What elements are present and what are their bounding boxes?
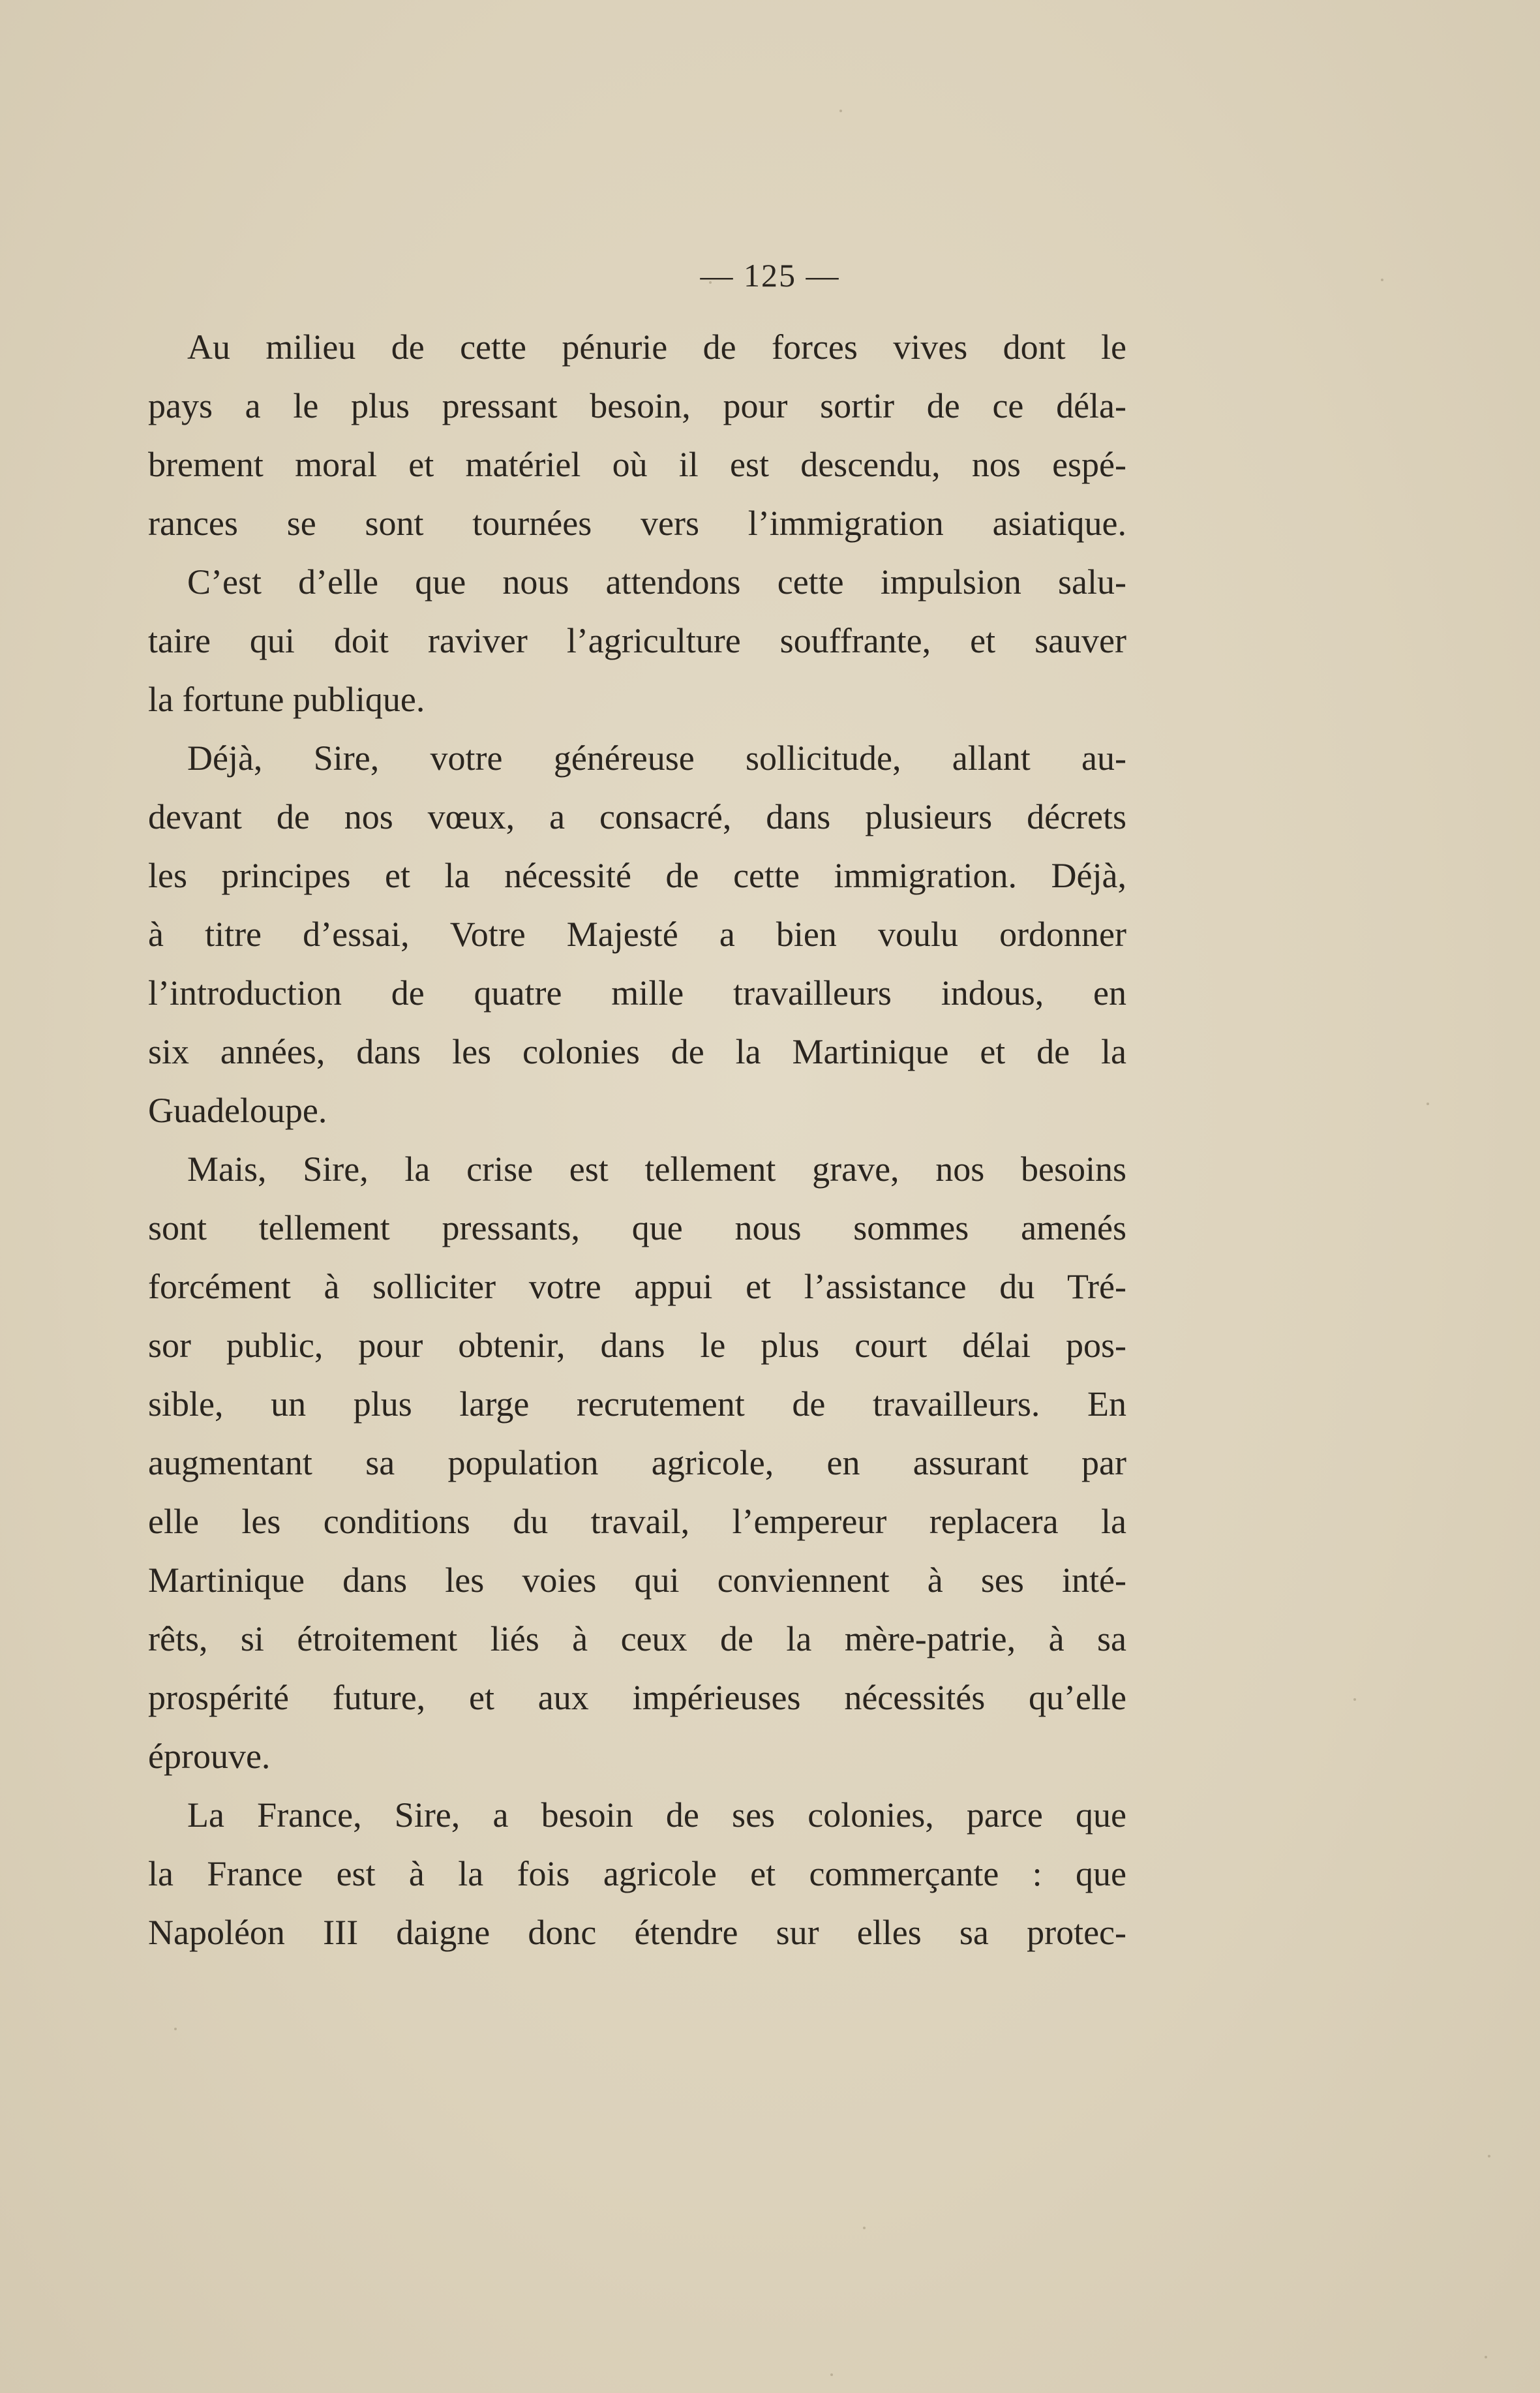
text-line: la fortune publique. [148,680,425,719]
text-line: à titre d’essai, Votre Majesté a bien voulu ordonner [148,915,1126,954]
paper-speck [174,2028,177,2030]
text-line: taire qui doit raviver l’agriculture souffrante, et sauver [148,621,1126,660]
body-text [148,318,1126,1962]
page-number: — 125 — [700,257,840,294]
text-line: rêts, si étroitement liés à ceux de la mère-patrie, à sa [148,1619,1126,1658]
text-line: C’est d’elle que nous attendons cette impulsion salu- [187,562,1126,602]
text-line: Déjà, Sire, votre généreuse sollicitude, allant au- [187,739,1126,778]
text-line: devant de nos vœux, a consacré, dans plusieurs décrets [148,797,1126,836]
text-line: Au milieu de cette pénurie de forces vives dont le [187,328,1126,367]
text-line: la France est à la fois agricole et commerçante : que [148,1854,1126,1893]
text-line: augmentant sa population agricole, en assurant par [148,1443,1126,1482]
text-line: La France, Sire, a besoin de ses colonies, parce que [187,1795,1126,1835]
text-line: sont tellement pressants, que nous sommes amenés [148,1208,1126,1247]
paper-speck [1485,2356,1487,2358]
text-line: elle les conditions du travail, l’empereur replacera la [148,1502,1126,1541]
text-line: sor public, pour obtenir, dans le plus court délai pos- [148,1326,1126,1365]
text-line: prospérité future, et aux impérieuses nécessités qu’elle [148,1678,1126,1717]
text-line: forcément à solliciter votre appui et l’assistance du Tré- [148,1267,1126,1306]
paper-speck [839,110,842,112]
text-line: l’introduction de quatre mille travailleurs indous, en [148,973,1126,1013]
paper-speck [863,2227,866,2229]
text-line: Guadeloupe. [148,1091,327,1130]
paper-speck [1488,2155,1490,2157]
text-line: pays a le plus pressant besoin, pour sortir de ce déla- [148,386,1126,425]
text-line: rances se sont tournées vers l’immigration asiatique. [148,504,1126,543]
paper-speck [1353,1698,1356,1701]
text-line: Mais, Sire, la crise est tellement grave, nos besoins [187,1150,1126,1189]
text-line: éprouve. [148,1737,271,1776]
paper-speck [1427,1103,1429,1105]
text-line: sible, un plus large recrutement de travailleurs. En [148,1384,1126,1424]
text-line: brement moral et matériel où il est descendu, nos espé- [148,445,1126,484]
text-line: Napoléon III daigne donc étendre sur elles sa protec- [148,1913,1126,1952]
text-line: Martinique dans les voies qui conviennent à ses inté- [148,1561,1126,1600]
paper-speck [830,2373,833,2376]
text-line: six années, dans les colonies de la Martinique et de la [148,1032,1126,1071]
text-line: les principes et la nécessité de cette immigration. Déjà, [148,856,1126,895]
